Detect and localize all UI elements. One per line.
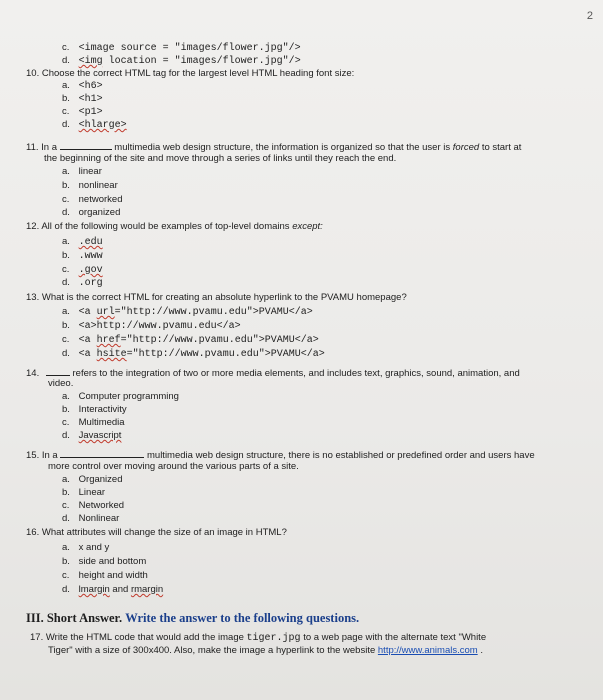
q13-option-b [62, 320, 241, 333]
option-letter: d. [62, 55, 70, 66]
q15-option-d [62, 513, 119, 525]
option-letter: c. [62, 417, 70, 428]
answer-blank [46, 366, 70, 376]
option-letter: c. [62, 42, 70, 53]
question-text: Choose the correct HTML tag for the largest level HTML heading font size: [41, 68, 355, 79]
question-text: All of the following would be examples of top-level domains [41, 221, 293, 232]
page-number: 2 [586, 10, 593, 22]
option-letter: b. [62, 250, 70, 261]
option-text: side and bottom [78, 556, 147, 567]
option-text [79, 56, 301, 67]
section-instruction: Write the answer to the following questions. [125, 611, 360, 625]
q15-question [26, 448, 535, 462]
option-post: ="http://www.pvamu.edu">PVAMU</a> [126, 349, 325, 360]
option-text: x and y [78, 542, 110, 553]
option-letter: b. [62, 320, 70, 331]
option-letter: d. [62, 119, 70, 130]
question-text-after: multimedia web design structure, there is no established or predefined order and users have [147, 450, 535, 461]
option-text: Networked [78, 500, 125, 511]
option-letter: b. [62, 404, 70, 415]
question-text: What is the correct HTML for creating an absolute hyperlink to the PVAMU homepage? [41, 292, 407, 303]
q9-option-d [62, 55, 301, 68]
question-text-before: In a [41, 142, 58, 153]
q14-option-a [62, 391, 179, 403]
q12-question [26, 221, 323, 233]
q11-question-cont: the beginning of the site and move through a series of links until they reach the end. [44, 153, 397, 164]
option-text: Linear [78, 487, 106, 498]
q13-option-d [62, 348, 325, 361]
q16-option-c [62, 570, 148, 582]
q15-option-c [62, 500, 124, 512]
question-text-before: Write the HTML code that would add the image [45, 632, 244, 643]
option-text: <hlarge> [78, 120, 127, 131]
option-text: height and width [78, 570, 148, 581]
option-text: .gov [78, 265, 103, 276]
q13-option-a [62, 306, 313, 319]
option-word2: rmargin [130, 584, 164, 595]
option-mid: and [109, 584, 131, 595]
q10-option-c [62, 106, 103, 119]
option-pre: <a [78, 335, 97, 346]
option-text: nonlinear [78, 180, 118, 191]
option-letter: d. [62, 584, 70, 595]
option-text [79, 349, 325, 360]
question-text-italic: forced [452, 142, 480, 153]
option-rest: location = "images/flower.jpg"/> [102, 56, 301, 67]
question-text: refers to the integration of two or more media elements, and includes text, graphics, sound, animation, and [72, 368, 520, 379]
q12-option-a [62, 236, 103, 249]
option-attr: href [96, 335, 121, 346]
q13-question [26, 292, 407, 304]
answer-blank [60, 140, 112, 150]
question-text: What attributes will change the size of an image in HTML? [41, 527, 287, 538]
option-letter: a. [62, 542, 70, 553]
option-letter: b. [62, 556, 70, 567]
option-letter: a. [62, 80, 70, 91]
question-text-end: to start at [479, 142, 522, 153]
q13-option-c [62, 334, 319, 347]
option-letter: c. [62, 264, 70, 275]
option-letter: d. [62, 207, 70, 218]
option-letter: c. [62, 500, 70, 511]
option-text: networked [78, 194, 123, 205]
answer-blank [60, 448, 144, 458]
section-heading [26, 611, 359, 626]
question-number: 10. [26, 68, 40, 79]
option-letter: a. [62, 474, 70, 485]
option-letter: b. [62, 180, 70, 191]
q16-option-a [62, 542, 109, 554]
option-text: .www [78, 251, 103, 262]
option-letter: d. [62, 348, 70, 359]
option-pre: <a [78, 349, 97, 360]
question-number: 15. [26, 450, 40, 461]
option-letter: b. [62, 487, 70, 498]
option-letter: c. [62, 570, 70, 581]
option-letter: c. [62, 334, 70, 345]
option-text: Computer programming [78, 391, 179, 402]
q14-option-b [62, 404, 127, 416]
question-number: 12. [26, 221, 40, 232]
q11-option-c [62, 194, 122, 206]
q11-option-b [62, 180, 118, 192]
question-filename: tiger.jpg [246, 633, 301, 644]
question-text-after: to a web page with the alternate text "White [303, 632, 487, 643]
option-text: Multimedia [78, 417, 125, 428]
question-number: 16. [26, 527, 40, 538]
option-text: <a>http://www.pvamu.edu</a> [78, 321, 241, 332]
option-letter: b. [62, 93, 70, 104]
option-letter: a. [62, 306, 70, 317]
option-attr: hsite [96, 349, 127, 360]
option-text: organized [78, 207, 121, 218]
option-tag: <img [78, 56, 103, 67]
q16-question [26, 527, 287, 539]
question-number: 13. [26, 292, 40, 303]
animals-link[interactable]: http://www.animals.com [377, 645, 478, 656]
q17-question-cont [48, 645, 483, 657]
option-pre: <a [78, 307, 97, 318]
option-text [79, 335, 319, 346]
q11-option-a [62, 166, 102, 178]
option-attr: url [96, 307, 115, 318]
q11-question [26, 140, 521, 154]
option-post: ="http://www.pvamu.edu">PVAMU</a> [120, 335, 319, 346]
question-text-after: multimedia web design structure, the information is organized so that the user is [114, 142, 453, 153]
q17-question [30, 632, 486, 645]
option-text: <image source = "images/flower.jpg"/> [78, 43, 301, 54]
q12-option-b [62, 250, 103, 263]
question-text-before: In a [41, 450, 58, 461]
question-number: 17. [30, 632, 44, 643]
option-letter: a. [62, 391, 70, 402]
option-letter: c. [62, 194, 70, 205]
option-text: <p1> [78, 107, 103, 118]
q11-option-d [62, 207, 120, 219]
option-letter: a. [62, 166, 70, 177]
q15-option-b [62, 487, 105, 499]
q10-question [26, 68, 354, 80]
option-letter: d. [62, 513, 70, 524]
q10-option-d [62, 119, 127, 132]
option-letter: c. [62, 106, 70, 117]
option-text: <h1> [78, 94, 103, 105]
option-letter: d. [62, 277, 70, 288]
option-text: .edu [78, 237, 103, 248]
option-text: Organized [78, 474, 123, 485]
option-post: ="http://www.pvamu.edu">PVAMU</a> [114, 307, 313, 318]
q14-option-c [62, 417, 125, 429]
q16-option-d [62, 584, 163, 596]
question-text-italic: except: [292, 221, 323, 232]
question-number: 14. [26, 368, 40, 379]
option-letter: d. [62, 430, 70, 441]
q14-option-d [62, 430, 121, 442]
q16-option-b [62, 556, 146, 568]
q10-option-a [62, 80, 103, 93]
q14-question-cont: video. [48, 378, 74, 389]
q9-option-c [62, 42, 301, 55]
question-text-line2: Tiger" with a size of 300x400. Also, make the image a hyperlink to the website [48, 645, 376, 656]
option-text: Javascript [78, 430, 122, 441]
option-text: .org [78, 278, 103, 289]
section-title: III. Short Answer. [26, 611, 123, 625]
q10-option-b [62, 93, 103, 106]
option-text: linear [78, 166, 102, 177]
option-word1: lmargin [78, 584, 110, 595]
option-letter: a. [62, 236, 70, 247]
option-text: <h6> [78, 81, 103, 92]
option-text: Nonlinear [78, 513, 120, 524]
q15-option-a [62, 474, 122, 486]
question-text-end: . [477, 645, 483, 656]
q15-question-cont: more control over moving around the various parts of a site. [48, 461, 299, 472]
question-number: 11. [26, 142, 39, 153]
option-text [79, 307, 313, 318]
option-text: Interactivity [78, 404, 127, 415]
q12-option-c [62, 264, 103, 277]
option-text [79, 584, 164, 595]
q14-question [26, 366, 520, 380]
q12-option-d [62, 277, 103, 290]
